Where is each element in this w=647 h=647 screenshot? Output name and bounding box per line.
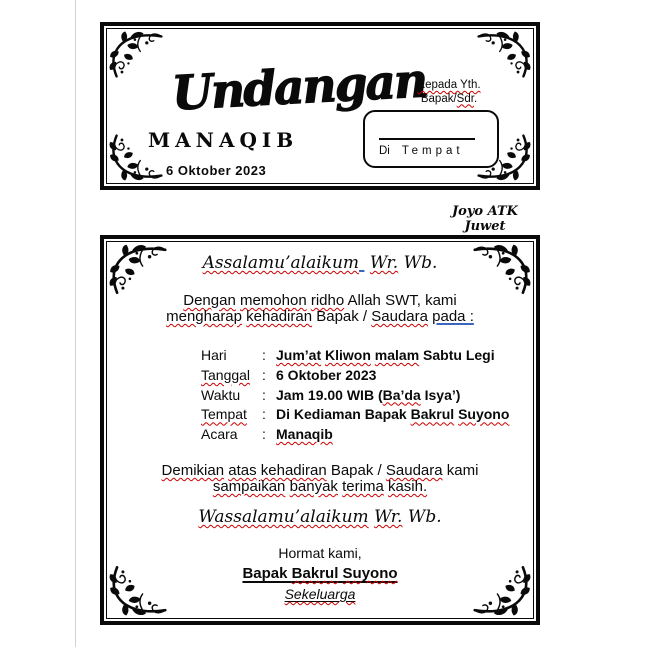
detail-value: Manaqib xyxy=(276,426,333,443)
detail-colon: : xyxy=(262,426,266,443)
intro-paragraph xyxy=(104,293,536,325)
closing-paragraph xyxy=(104,463,536,495)
invitation-body-card xyxy=(100,235,540,625)
detail-value: 6 Oktober 2023 xyxy=(276,366,377,383)
name-write-line xyxy=(379,138,475,140)
detail-label: Tanggal xyxy=(201,366,251,383)
intro-line2: mengharap kehadiran Bapak / Saudara pada : xyxy=(166,308,474,325)
table-row xyxy=(201,367,509,387)
recipient-block xyxy=(360,79,538,106)
table-row xyxy=(201,347,509,367)
table-row xyxy=(201,387,509,407)
family-note: Sekeluarga xyxy=(284,586,356,602)
tempat-label: Tempat xyxy=(401,145,464,157)
recipient-line2: Bapak/Sdr. xyxy=(420,92,478,105)
table-row xyxy=(201,426,509,446)
print-shop-credit: Joyo ATK Juwet xyxy=(452,204,518,234)
intro-line1: Dengan memohon ridho Allah SWT, kami xyxy=(183,292,457,309)
detail-colon: : xyxy=(262,347,266,363)
floral-corner-icon xyxy=(477,31,531,85)
signature-intro: Hormat kami, xyxy=(278,545,362,561)
detail-colon: : xyxy=(262,366,266,383)
detail-colon: : xyxy=(262,386,266,403)
event-details-table xyxy=(201,347,509,446)
detail-label: Hari xyxy=(201,347,227,363)
detail-value: Jam 19.00 WIB (Ba’da Isya’) xyxy=(276,386,461,403)
opening-salutation: Assalamu’alaikum Wr. Wb. xyxy=(202,253,438,273)
detail-label: Tempat xyxy=(201,406,247,423)
closing-line1: Demikian atas kehadiran Bapak / Saudara kami xyxy=(161,462,479,479)
detail-value: Di Kediaman Bapak Bakrul Suyono xyxy=(276,406,510,423)
cover-event-date: 6 Oktober 2023 xyxy=(166,163,267,178)
host-name: Bapak Bakrul Suyono xyxy=(242,565,398,582)
closing-salutation: Wassalamu’alaikum Wr. Wb. xyxy=(198,507,442,527)
address-place-line xyxy=(379,145,464,157)
invitation-cover-card xyxy=(100,22,540,190)
di-label: Di xyxy=(379,145,390,157)
table-row xyxy=(201,406,509,426)
detail-label: Acara xyxy=(201,426,238,443)
recipient-line1: Kepada Yth. xyxy=(417,79,481,91)
detail-value: Jum’at Kliwon malam Sabtu Legi xyxy=(276,347,495,363)
closing-line2: sampaikan banyak terima kasih. xyxy=(212,478,428,495)
cover-title-word: MANAQIB xyxy=(148,128,299,152)
detail-colon: : xyxy=(262,406,266,423)
detail-label: Waktu xyxy=(201,386,241,403)
page-edge-line xyxy=(75,0,76,647)
recipient-name-box xyxy=(363,110,499,168)
cover-title-script: Undangan xyxy=(170,53,428,122)
